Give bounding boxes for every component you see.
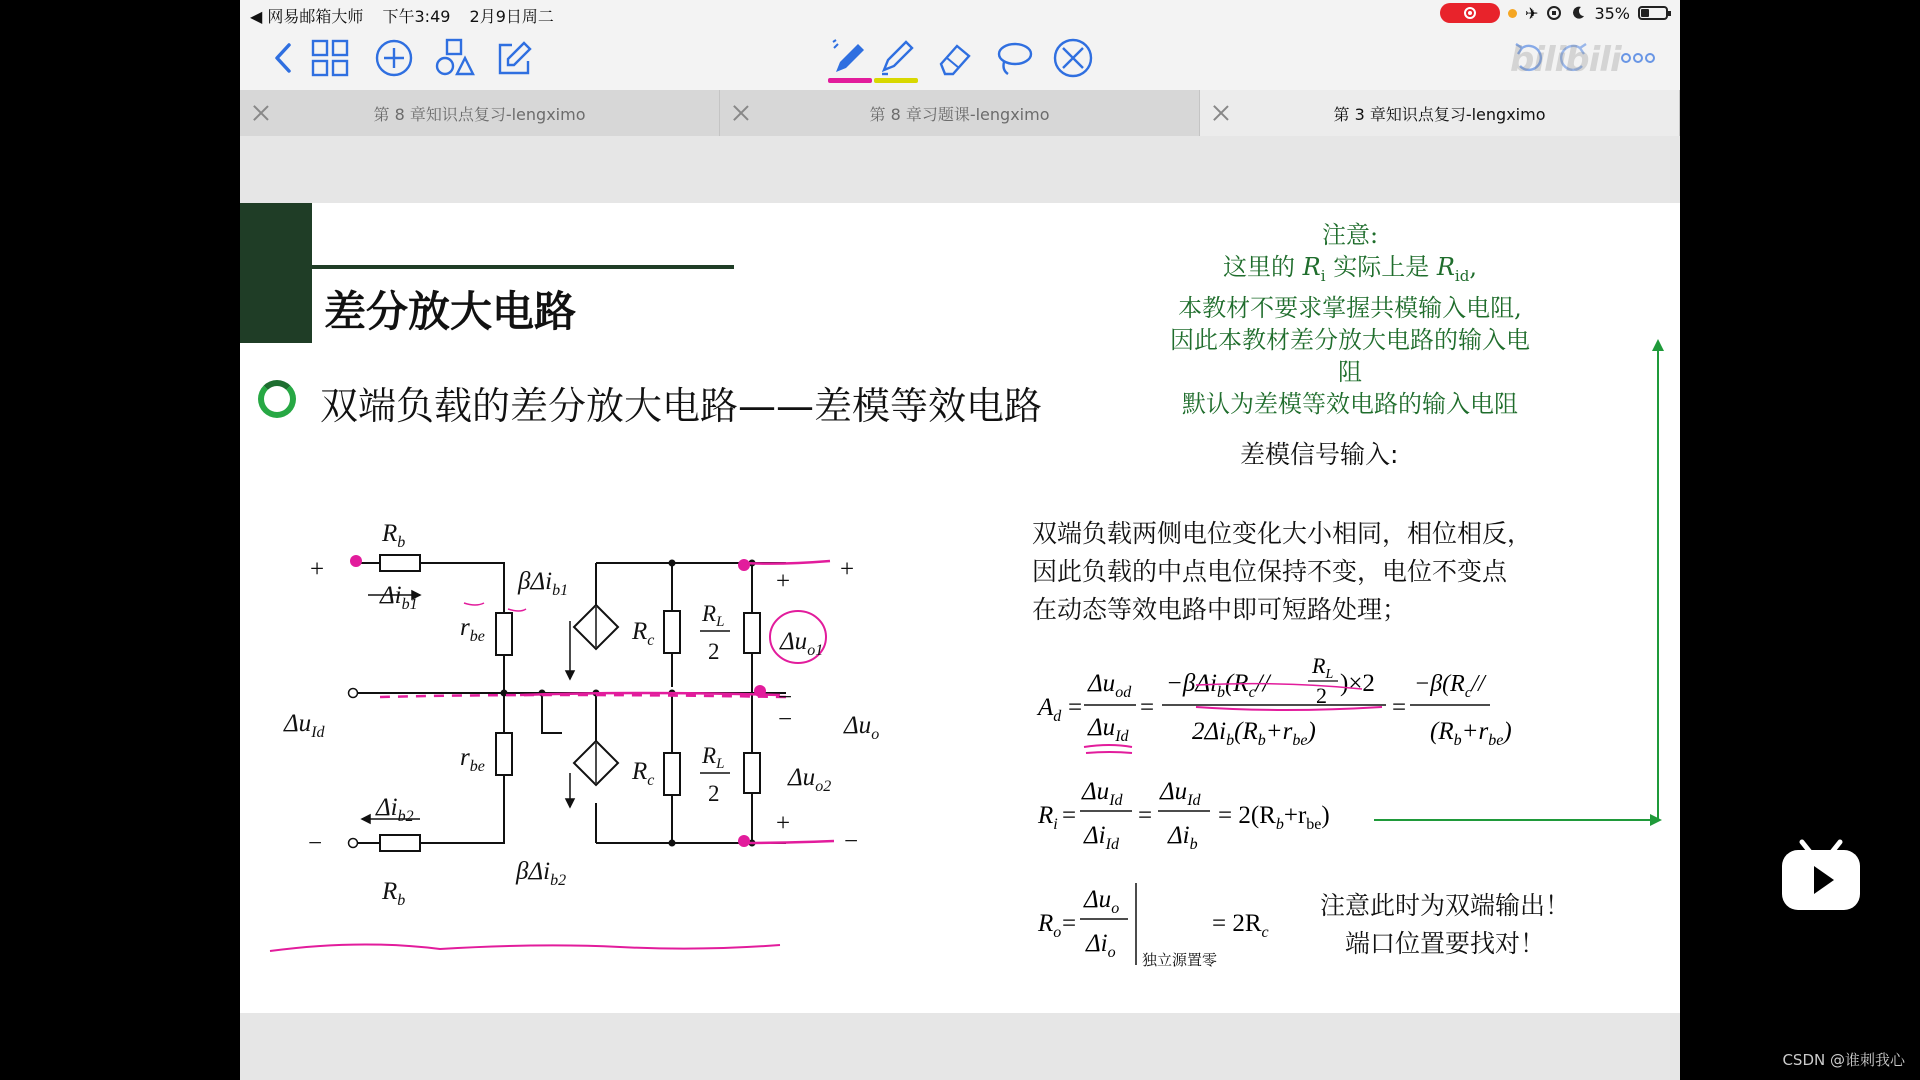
highlighter-tool-icon[interactable] <box>874 36 918 80</box>
rl2-label: $R_L$ <box>702 743 725 772</box>
ro-condition: 独立源置零 <box>1142 951 1218 969</box>
rl1-label: $R_L$ <box>702 601 725 630</box>
warn-line: 注意此时为双端输出！ <box>1320 891 1571 920</box>
minus-right: − <box>844 828 859 855</box>
svg-text:ΔuId: $\Delta u_{Id}$ <box>1088 714 1129 745</box>
rc2-label: $R_c$ <box>632 758 655 789</box>
rc1-label: $R_c$ <box>632 618 655 649</box>
ipad-screen <box>240 0 1680 1080</box>
svg-text:)×2: )×2 <box>1340 670 1375 697</box>
status-date: 2月9日周二 <box>469 7 554 26</box>
status-bar <box>240 0 1680 28</box>
svg-text:=: = <box>1140 694 1155 721</box>
warn-line: 端口位置要找对！ <box>1345 929 1546 958</box>
differential-input-label: 差模信号输入: <box>1240 440 1399 469</box>
slide-page[interactable] <box>240 203 1680 1013</box>
battery-fill <box>1641 9 1649 17</box>
moon-icon <box>1570 5 1586 21</box>
svg-text:Ad: $A_d$ <box>1038 694 1062 725</box>
desc-line: 因此负载的中点电位保持不变，电位不变点 <box>1032 557 1508 586</box>
slide-subtitle: 双端负载的差分放大电路——差模等效电路 <box>320 384 1043 428</box>
svg-text:= 2(Rb+rbe): = $2(R_b+r_{be})$ <box>1218 802 1330 833</box>
svg-text:ΔiId: $\Delta i_{Id}$ <box>1084 822 1119 853</box>
lasso-tool-icon[interactable] <box>992 36 1036 80</box>
formula-ad <box>1032 643 1512 763</box>
rbe1-resistor <box>496 613 512 655</box>
battery-icon <box>1638 6 1668 20</box>
toolbar <box>240 28 1680 90</box>
pen-underline <box>828 78 872 83</box>
svg-text:=: = <box>1062 802 1077 829</box>
minus-rl2-top: − <box>778 706 793 733</box>
eraser-tool-icon[interactable] <box>933 36 977 80</box>
plus-right: + <box>840 556 855 583</box>
svg-text:= 2Rc: = $2R_c$ <box>1212 910 1269 941</box>
duo2-label: $\Delta u_{o2}$ <box>788 764 832 795</box>
note-line-4: 默认为差模等效电路的输入电阻 <box>1182 389 1518 418</box>
rbe2-label: $r_{be}$ <box>460 744 485 775</box>
svg-text:RL: $R_L$ <box>1312 653 1334 682</box>
dib1-label: $\Delta i_{b1}$ <box>380 582 418 613</box>
note-line-3: 因此本教材差分放大电路的输入电阻 <box>1170 325 1530 386</box>
rb2-label: $R_b$ <box>382 878 406 909</box>
note-text: 实际上是 <box>1325 253 1437 281</box>
orientation-lock-icon <box>1546 5 1562 21</box>
formula-ri <box>1032 771 1362 861</box>
tab-label: 第 8 章知识点复习-lengximo <box>373 104 586 124</box>
status-time: 下午3:49 <box>382 7 451 26</box>
circuit-diagram <box>240 203 1043 1013</box>
note-rid-sub: id <box>1454 266 1470 285</box>
svg-text:ΔuId: $\Delta u_{Id}$ <box>1082 778 1123 809</box>
tab-label: 第 3 章知识点复习-lengximo <box>1333 104 1546 124</box>
rc1-resistor <box>664 611 680 653</box>
svg-text:Δio: $\Delta i_o$ <box>1086 930 1116 961</box>
note-text: , <box>1469 253 1477 281</box>
back-to-app-link[interactable]: ◀ 网易邮箱大师 <box>250 7 364 26</box>
svg-text:2: 2 <box>1316 683 1327 708</box>
minus-left: − <box>308 830 323 857</box>
desc-line: 双端负载两侧电位变化大小相同，相位相反， <box>1032 519 1533 548</box>
svg-text:=: = <box>1068 694 1083 721</box>
rl1-resistor <box>744 613 760 653</box>
plus-rl2: + <box>776 810 791 837</box>
tab-close-icon[interactable] <box>250 102 272 124</box>
rl1-two: 2 <box>708 639 720 664</box>
screen-recording-icon[interactable] <box>1440 3 1500 23</box>
rl2-resistor <box>744 753 760 793</box>
note-ri-sub: i <box>1320 266 1326 285</box>
battery-percent: 35% <box>1594 3 1630 23</box>
duo-label: $\Delta u_o$ <box>844 712 880 743</box>
edit-icon[interactable] <box>493 36 537 80</box>
dib2-label: $\Delta i_{b2}$ <box>376 794 414 825</box>
svg-text:−βΔib(Rc//: $-\beta\Delta i_b(R_c//$ <box>1166 670 1270 701</box>
svg-text:−β(Rc//: $-\beta(R_c//$ <box>1414 671 1485 701</box>
shapes-icon[interactable] <box>433 36 477 80</box>
svg-text:=: = <box>1062 910 1077 937</box>
rb1-resistor <box>380 555 420 571</box>
minus-rl1: − <box>778 684 793 711</box>
page-watermark: CSDN @谁刺我心 <box>1782 1051 1905 1069</box>
tab-ch3-review[interactable] <box>1200 90 1680 136</box>
svg-text:=: = <box>1392 694 1407 721</box>
rl2-two: 2 <box>708 781 720 806</box>
rbe2-resistor <box>496 733 512 775</box>
no-tool-icon[interactable] <box>1051 36 1095 80</box>
more-icon[interactable] <box>1616 36 1660 80</box>
svg-text:Δuod: $\Delta u_{od}$ <box>1088 670 1132 701</box>
note-line-2: 本教材不要求掌握共模输入电阻, <box>1178 293 1522 322</box>
note-heading: 注意: <box>1321 221 1379 249</box>
airplane-icon: ✈ <box>1525 3 1539 23</box>
add-icon[interactable] <box>372 36 416 80</box>
svg-text:Ri: $R_i$ <box>1038 802 1058 833</box>
bilibili-play-icon[interactable] <box>1780 836 1862 912</box>
slide-title: 差分放大电路 <box>324 287 577 336</box>
tab-close-icon[interactable] <box>1210 102 1232 124</box>
bdib1-label: βΔi$_{b1}$ <box>518 568 569 599</box>
duo1-label: $\Delta u_{o1}$ <box>780 628 824 659</box>
note-ri: R <box>1302 253 1321 281</box>
highlighter-underline <box>874 78 918 83</box>
duid-label: $\Delta u_{Id}$ <box>284 710 325 741</box>
bilibili-watermark: bilibili <box>1510 40 1621 80</box>
svg-text:(Rb+rbe): $(R_b+r_{be})$ <box>1430 718 1512 749</box>
bdib2-label: βΔi$_{b2}$ <box>516 858 567 889</box>
document-tabs <box>240 90 1680 136</box>
svg-text:Δib: $\Delta i_b$ <box>1168 822 1198 853</box>
svg-text:Ro: $R_o$ <box>1038 910 1062 941</box>
rc2-resistor <box>664 753 680 795</box>
note-text: 这里的 <box>1223 253 1303 281</box>
back-icon[interactable] <box>262 36 306 80</box>
grid-icon[interactable] <box>308 36 352 80</box>
svg-text:ΔuId: $\Delta u_{Id}$ <box>1160 778 1201 809</box>
tab-label: 第 8 章习题课-lengximo <box>869 104 1050 124</box>
svg-text:Δuo: $\Delta u_o$ <box>1084 886 1120 917</box>
rbe1-label: $r_{be}$ <box>460 614 485 645</box>
desc-line: 在动态等效电路中即可短路处理； <box>1032 595 1408 624</box>
tab-ch8-exercise[interactable] <box>720 90 1200 136</box>
note-rid: R <box>1436 253 1455 281</box>
pen-tool-icon[interactable] <box>828 36 872 80</box>
plus-rl1: + <box>776 568 791 595</box>
tab-ch8-review[interactable] <box>240 90 720 136</box>
tab-close-icon[interactable] <box>730 102 752 124</box>
rb1-label: $R_b$ <box>382 520 406 551</box>
mic-indicator-icon <box>1508 9 1517 18</box>
svg-text:=: = <box>1138 802 1153 829</box>
plus-left: + <box>310 556 325 583</box>
svg-text:2Δib(Rb+rbe): $2\Delta i_b(R_b+r_{be})$ <box>1192 718 1316 749</box>
rb2-resistor <box>380 835 420 851</box>
